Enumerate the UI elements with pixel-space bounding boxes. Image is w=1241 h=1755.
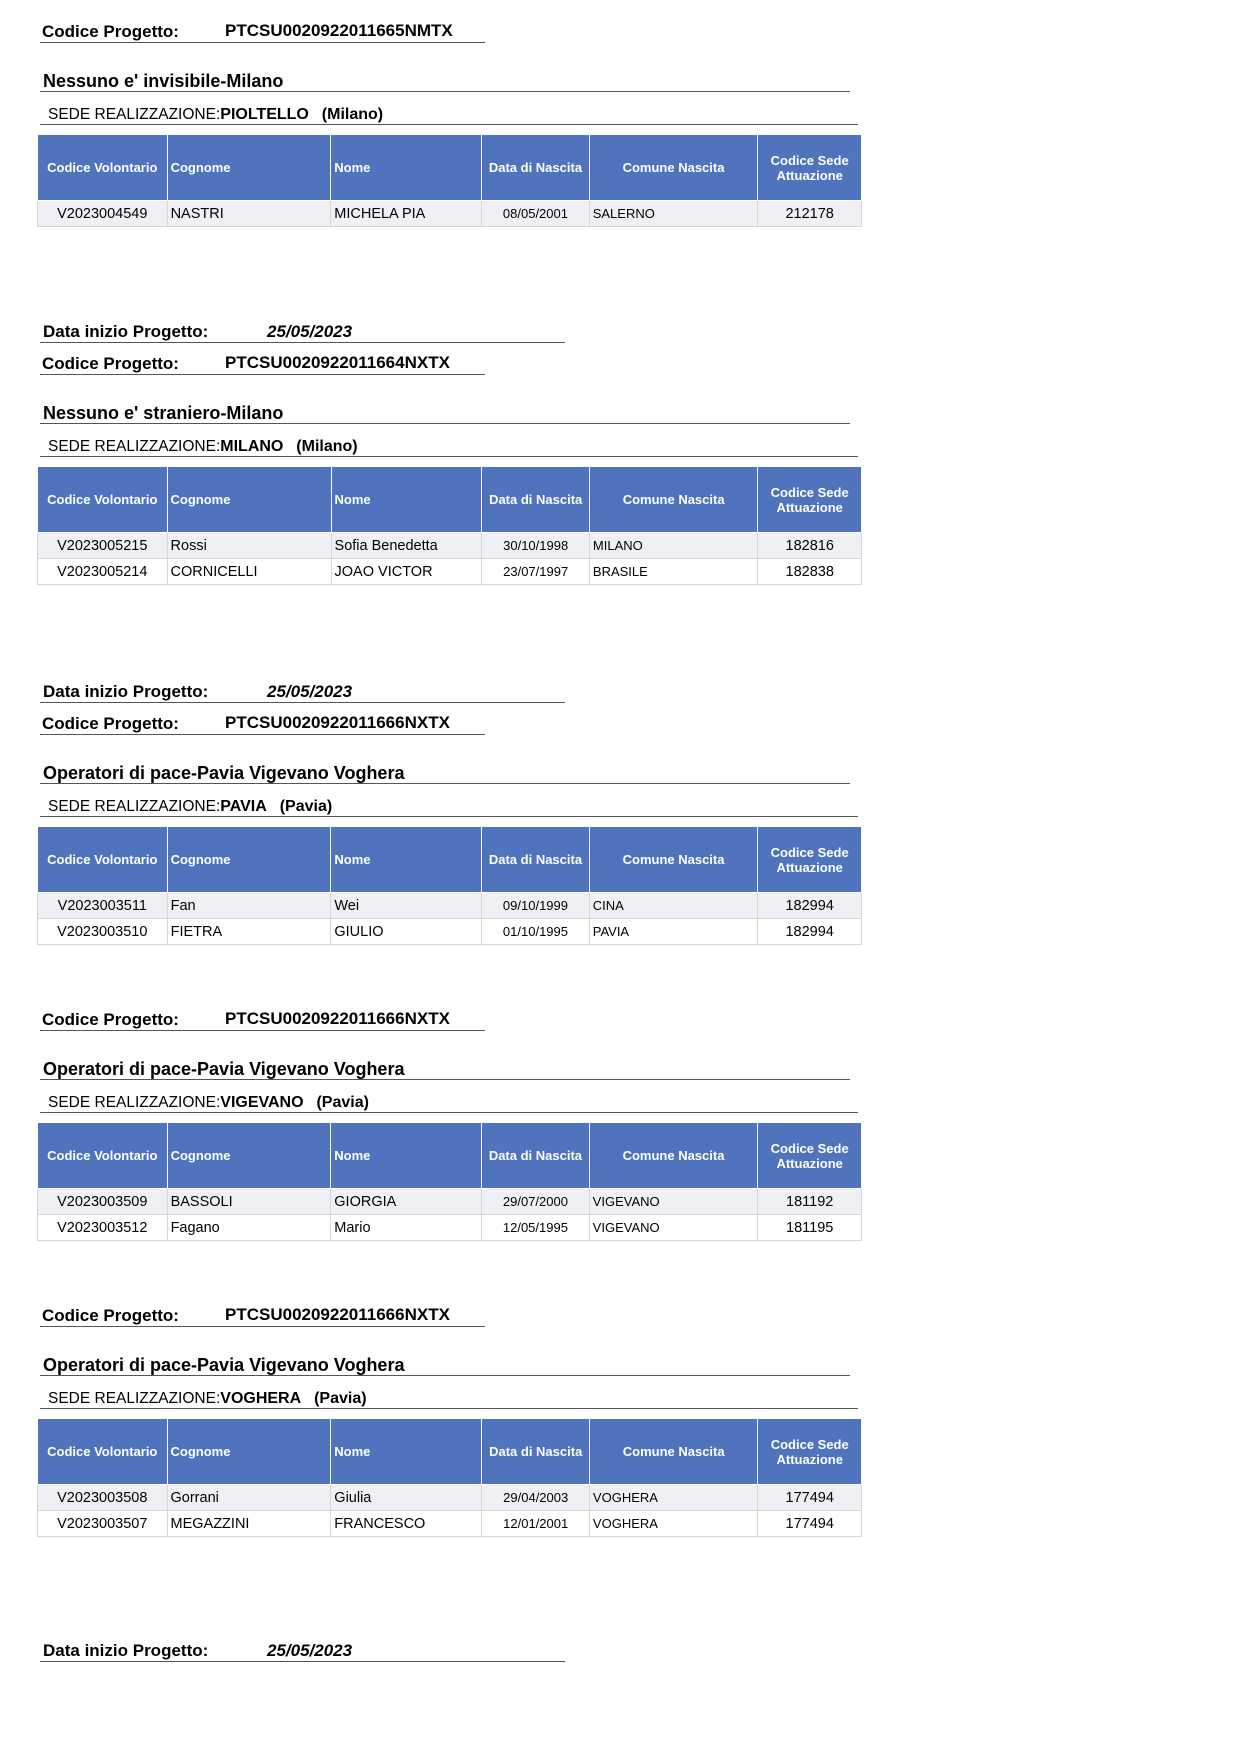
header-nome: Nome xyxy=(331,1419,482,1485)
project-title: Nessuno e' straniero-Milano xyxy=(43,403,284,423)
cell-sede: 177494 xyxy=(758,1485,862,1511)
header-nome: Nome xyxy=(331,1123,482,1189)
table-row xyxy=(38,893,862,919)
cell-sede: 181195 xyxy=(758,1215,862,1241)
header-comune-nascita: Comune Nascita xyxy=(589,467,757,533)
data-inizio-value: 25/05/2023 xyxy=(267,322,353,341)
cell-comune: VIGEVANO xyxy=(589,1215,758,1241)
cell-sede: 182994 xyxy=(758,893,862,919)
header-cognome: Cognome xyxy=(167,135,331,201)
cell-nome: GIULIO xyxy=(331,919,482,945)
cell-codice: V2023003508 xyxy=(38,1485,168,1511)
cell-comune: SALERNO xyxy=(589,201,758,227)
table-row xyxy=(38,559,862,585)
cell-comune: MILANO xyxy=(589,533,757,559)
cell-codice: V2023003510 xyxy=(38,919,168,945)
cell-data: 29/04/2003 xyxy=(482,1485,589,1511)
sede-realizzazione: SEDE REALIZZAZIONE:VIGEVANO (Pavia) xyxy=(48,1094,369,1111)
cell-nome: Wei xyxy=(331,893,482,919)
cell-sede: 181192 xyxy=(758,1189,862,1215)
cell-data: 29/07/2000 xyxy=(482,1189,590,1215)
table-row xyxy=(38,919,862,945)
codice-progetto-label: Codice Progetto: xyxy=(42,714,179,733)
table-header-row xyxy=(38,1419,862,1485)
header-comune-nascita: Comune Nascita xyxy=(589,1419,758,1485)
cell-codice: V2023003509 xyxy=(38,1189,168,1215)
cell-sede: 182838 xyxy=(758,559,862,585)
codice-progetto-label: Codice Progetto: xyxy=(42,1010,179,1029)
volunteer-table xyxy=(37,1418,862,1537)
header-nome: Nome xyxy=(331,467,482,533)
header-codice-sede: Codice Sede Attuazione xyxy=(758,467,862,533)
cell-data: 09/10/1999 xyxy=(482,893,590,919)
cell-comune: VOGHERA xyxy=(589,1485,758,1511)
header-data-nascita: Data di Nascita xyxy=(482,827,590,893)
cell-data: 12/01/2001 xyxy=(482,1511,589,1537)
data-inizio-label: Data inizio Progetto: xyxy=(43,682,209,701)
data-inizio-value: 25/05/2023 xyxy=(267,682,353,701)
header-data-nascita: Data di Nascita xyxy=(482,467,589,533)
sede-realizzazione: SEDE REALIZZAZIONE:PIOLTELLO (Milano) xyxy=(48,106,384,123)
cell-comune: VOGHERA xyxy=(589,1511,758,1537)
cell-nome: JOAO VICTOR xyxy=(331,559,482,585)
sede-realizzazione: SEDE REALIZZAZIONE:VOGHERA (Pavia) xyxy=(48,1390,367,1407)
cell-data: 08/05/2001 xyxy=(482,201,590,227)
header-codice-sede: Codice Sede Attuazione xyxy=(758,1123,862,1189)
codice-progetto-label: Codice Progetto: xyxy=(42,22,179,41)
header-codice-volontario: Codice Volontario xyxy=(38,1123,168,1189)
cell-cognome: Rossi xyxy=(167,533,331,559)
cell-cognome: Gorrani xyxy=(167,1485,331,1511)
header-data-nascita: Data di Nascita xyxy=(482,1419,589,1485)
cell-cognome: BASSOLI xyxy=(167,1189,331,1215)
cell-cognome: CORNICELLI xyxy=(167,559,331,585)
table-header-row xyxy=(38,827,862,893)
codice-progetto-value: PTCSU0020922011666NXTX xyxy=(225,713,450,732)
cell-sede: 182994 xyxy=(758,919,862,945)
header-codice-volontario: Codice Volontario xyxy=(38,467,168,533)
header-data-nascita: Data di Nascita xyxy=(482,1123,590,1189)
project-title: Operatori di pace-Pavia Vigevano Voghera xyxy=(43,1355,405,1375)
volunteer-table xyxy=(37,826,862,945)
cell-sede: 182816 xyxy=(758,533,862,559)
table-row xyxy=(38,201,862,227)
header-cognome: Cognome xyxy=(167,1123,331,1189)
cell-codice: V2023003507 xyxy=(38,1511,168,1537)
cell-nome: Mario xyxy=(331,1215,482,1241)
sede-realizzazione: SEDE REALIZZAZIONE:PAVIA (Pavia) xyxy=(48,798,333,815)
cell-cognome: MEGAZZINI xyxy=(167,1511,331,1537)
header-codice-sede: Codice Sede Attuazione xyxy=(758,135,862,201)
header-cognome: Cognome xyxy=(167,827,331,893)
header-codice-volontario: Codice Volontario xyxy=(38,135,168,201)
header-codice-sede: Codice Sede Attuazione xyxy=(758,827,862,893)
codice-progetto-label: Codice Progetto: xyxy=(42,354,179,373)
cell-nome: GIORGIA xyxy=(331,1189,482,1215)
header-comune-nascita: Comune Nascita xyxy=(589,1123,758,1189)
table-row xyxy=(38,533,862,559)
table-row xyxy=(38,1485,862,1511)
sede-realizzazione: SEDE REALIZZAZIONE:MILANO (Milano) xyxy=(48,438,358,455)
cell-data: 12/05/1995 xyxy=(482,1215,590,1241)
table-header-row xyxy=(38,467,862,533)
cell-data: 23/07/1997 xyxy=(482,559,589,585)
cell-data: 30/10/1998 xyxy=(482,533,589,559)
table-header-row xyxy=(38,1123,862,1189)
cell-cognome: NASTRI xyxy=(167,201,331,227)
cell-cognome: Fagano xyxy=(167,1215,331,1241)
data-inizio-value: 25/05/2023 xyxy=(267,1641,353,1660)
cell-nome: MICHELA PIA xyxy=(331,201,482,227)
project-title: Nessuno e' invisibile-Milano xyxy=(43,71,284,91)
cell-comune: BRASILE xyxy=(589,559,757,585)
header-comune-nascita: Comune Nascita xyxy=(589,135,758,201)
cell-codice: V2023005215 xyxy=(38,533,168,559)
header-codice-sede: Codice Sede Attuazione xyxy=(758,1419,862,1485)
cell-sede: 212178 xyxy=(758,201,862,227)
cell-comune: PAVIA xyxy=(589,919,758,945)
table-header-row xyxy=(38,135,862,201)
cell-codice: V2023004549 xyxy=(38,201,168,227)
header-comune-nascita: Comune Nascita xyxy=(589,827,758,893)
cell-codice: V2023003511 xyxy=(38,893,168,919)
volunteer-table xyxy=(37,134,862,227)
codice-progetto-value: PTCSU0020922011665NMTX xyxy=(225,21,453,40)
cell-cognome: Fan xyxy=(167,893,331,919)
cell-codice: V2023003512 xyxy=(38,1215,168,1241)
codice-progetto-value: PTCSU0020922011666NXTX xyxy=(225,1305,450,1324)
volunteer-table xyxy=(37,466,862,585)
data-inizio-label: Data inizio Progetto: xyxy=(43,322,209,341)
cell-nome: Sofia Benedetta xyxy=(331,533,482,559)
header-codice-volontario: Codice Volontario xyxy=(38,1419,168,1485)
cell-sede: 177494 xyxy=(758,1511,862,1537)
cell-comune: CINA xyxy=(589,893,758,919)
header-cognome: Cognome xyxy=(167,467,331,533)
cell-nome: Giulia xyxy=(331,1485,482,1511)
header-codice-volontario: Codice Volontario xyxy=(38,827,168,893)
table-row xyxy=(38,1511,862,1537)
cell-codice: V2023005214 xyxy=(38,559,168,585)
cell-nome: FRANCESCO xyxy=(331,1511,482,1537)
data-inizio-label: Data inizio Progetto: xyxy=(43,1641,209,1660)
header-nome: Nome xyxy=(331,827,482,893)
codice-progetto-label: Codice Progetto: xyxy=(42,1306,179,1325)
table-row xyxy=(38,1215,862,1241)
codice-progetto-value: PTCSU0020922011664NXTX xyxy=(225,353,450,372)
codice-progetto-value: PTCSU0020922011666NXTX xyxy=(225,1009,450,1028)
cell-comune: VIGEVANO xyxy=(589,1189,758,1215)
cell-cognome: FIETRA xyxy=(167,919,331,945)
header-cognome: Cognome xyxy=(167,1419,331,1485)
table-row xyxy=(38,1189,862,1215)
header-data-nascita: Data di Nascita xyxy=(482,135,590,201)
volunteer-table xyxy=(37,1122,862,1241)
project-title: Operatori di pace-Pavia Vigevano Voghera xyxy=(43,1059,405,1079)
project-title: Operatori di pace-Pavia Vigevano Voghera xyxy=(43,763,405,783)
header-nome: Nome xyxy=(331,135,482,201)
cell-data: 01/10/1995 xyxy=(482,919,590,945)
